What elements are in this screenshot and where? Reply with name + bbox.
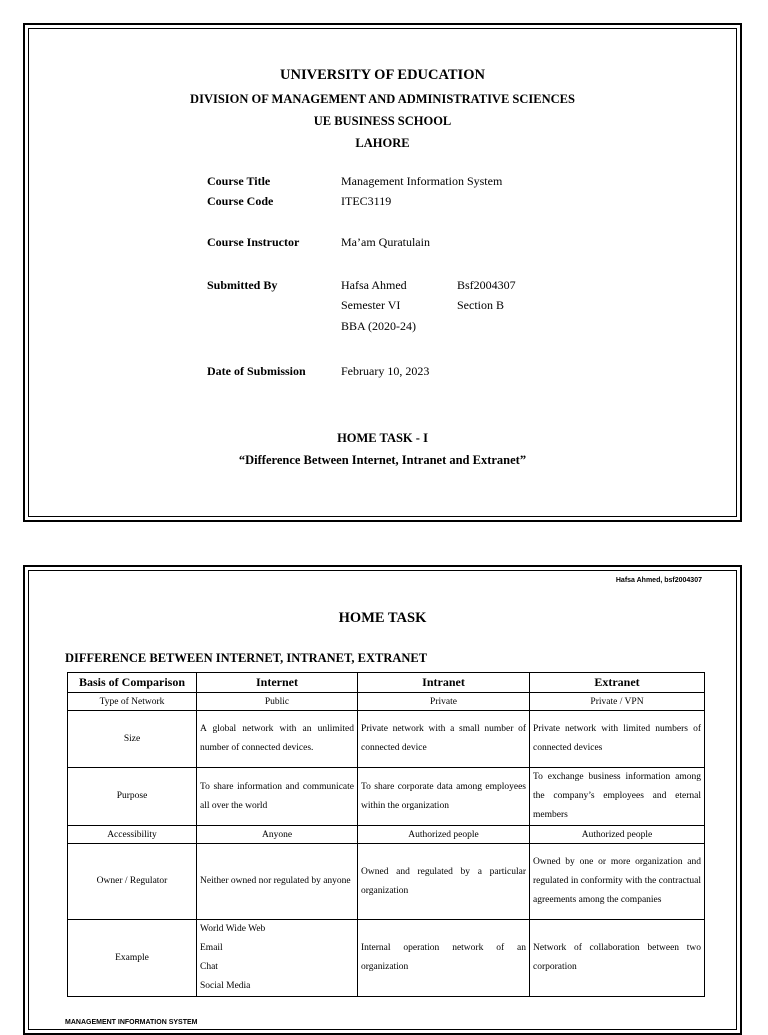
page-footer: MANAGEMENT INFORMATION SYSTEM: [65, 1019, 198, 1026]
date-label: Date of Submission: [207, 364, 306, 378]
intranet-cell: Internal operation network of an organization: [358, 920, 530, 997]
task-page: [23, 565, 742, 1035]
extranet-cell: Owned by one or more organization and regulated in conformity with the contractual agreements among the companies: [530, 844, 705, 920]
example-item: Social Media: [200, 981, 251, 991]
extranet-cell: Authorized people: [530, 826, 705, 844]
example-item: Email: [200, 943, 223, 953]
table-row: [68, 768, 705, 826]
course-title-value: Management Information System: [341, 174, 503, 188]
internet-cell: Public: [197, 693, 358, 711]
header-extranet: Extranet: [530, 673, 705, 693]
student-name: Hafsa Ahmed: [341, 278, 407, 292]
instructor-label: Course Instructor: [207, 235, 300, 249]
task-subtitle: “Difference Between Internet, Intranet and Extranet”: [238, 453, 527, 467]
row-label: Type of Network: [68, 693, 197, 711]
row-label: Example: [68, 920, 197, 997]
program: BBA (2020-24): [341, 319, 416, 333]
submitted-by-label: Submitted By: [207, 278, 278, 292]
course-title-label: Course Title: [207, 174, 271, 188]
section-heading: DIFFERENCE BETWEEN INTERNET, INTRANET, EXTRANET: [65, 651, 428, 665]
division-name: DIVISION OF MANAGEMENT AND ADMINISTRATIVE SCIENCES: [190, 92, 575, 106]
instructor-value: Ma’am Quratulain: [341, 235, 430, 249]
extranet-cell: Network of collaboration between two corporation: [530, 920, 705, 997]
table-row: [68, 920, 705, 997]
table-row: [68, 844, 705, 920]
course-code-label: Course Code: [207, 194, 274, 208]
cover-page: [23, 23, 742, 522]
row-label: Purpose: [68, 768, 197, 826]
header-basis: Basis of Comparison: [68, 673, 197, 693]
task-page-title: HOME TASK: [338, 610, 427, 626]
example-item: Chat: [200, 962, 218, 972]
intranet-cell: Owned and regulated by a particular organization: [358, 844, 530, 920]
intranet-cell: Private network with a small number of connected device: [358, 711, 530, 768]
semester: Semester VI: [341, 298, 401, 312]
extranet-cell: Private / VPN: [530, 693, 705, 711]
intranet-cell: To share corporate data among employees within the organization: [358, 768, 530, 826]
course-code-value: ITEC3119: [341, 194, 392, 208]
author-header: Hafsa Ahmed, bsf2004307: [615, 577, 702, 584]
table-row: [68, 826, 705, 844]
intranet-cell: Authorized people: [358, 826, 530, 844]
extranet-cell: To exchange business information among the company’s employees and eternal members: [530, 768, 705, 826]
extranet-cell: Private network with limited numbers of connected devices: [530, 711, 705, 768]
header-intranet: Intranet: [358, 673, 530, 693]
section: Section B: [457, 298, 504, 312]
internet-cell: To share information and communicate all over the world: [197, 768, 358, 826]
school-name: UE BUSINESS SCHOOL: [313, 114, 452, 128]
header-internet: Internet: [197, 673, 358, 693]
intranet-cell: Private: [358, 693, 530, 711]
row-label: Owner / Regulator: [68, 844, 197, 920]
comparison-table: [67, 672, 705, 997]
table-row: [68, 711, 705, 768]
table-row: [68, 693, 705, 711]
roll-number: Bsf2004307: [457, 278, 516, 292]
row-label: Size: [68, 711, 197, 768]
internet-cell: A global network with an unlimited number of connected devices.: [197, 711, 358, 768]
date-value: February 10, 2023: [341, 364, 430, 378]
university-name: UNIVERSITY OF EDUCATION: [280, 67, 485, 83]
internet-cell: Neither owned nor regulated by anyone: [197, 844, 358, 920]
city-name: LAHORE: [355, 136, 410, 150]
example-item: World Wide Web: [200, 924, 266, 934]
row-label: Accessibility: [68, 826, 197, 844]
table-header-row: [68, 673, 705, 693]
task-title: HOME TASK - I: [337, 431, 428, 445]
internet-cell: [197, 920, 358, 997]
internet-cell: Anyone: [197, 826, 358, 844]
